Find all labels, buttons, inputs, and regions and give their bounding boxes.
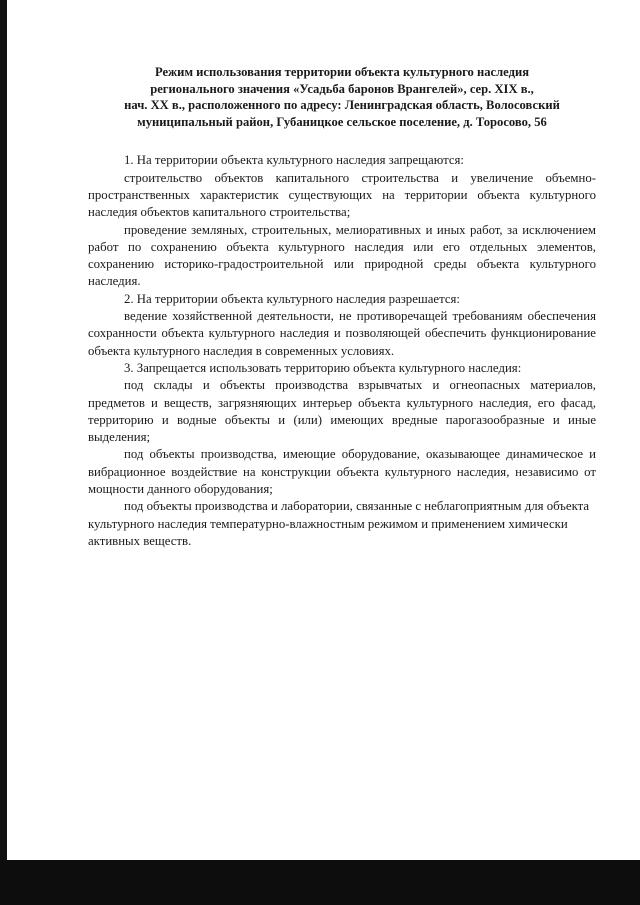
prohibition-construction: строительство объектов капитального строительства и увеличение объемно-пространственных характеристик существующих на территории объекта культурного наследия объектов капитального строительства;: [88, 170, 596, 220]
section-1-heading: 1. На территории объекта культурного наследия запрещаются:: [124, 153, 464, 168]
prohibition-warehouses: под склады и объекты производства взрывчатых и огнеопасных материалов, предметов и веществ, загрязняющих интерьер объекта культурного наследия, его фасад, территорию и водные объекты и (или) имеющих вредные парогазообразные и иные выделения;: [88, 378, 596, 445]
title-line: Режим использования территории объекта культурного наследия: [154, 65, 530, 79]
document-body: [88, 152, 596, 550]
prohibition-vibration-production: под объекты производства, имеющие оборудование, оказывающее динамическое и вибрационное воздействие на конструкции объекта культурного наследия, независимо от мощности данного оборудования;: [88, 447, 596, 497]
scan-border-left: [0, 0, 7, 905]
section-2-heading: 2. На территории объекта культурного наследия разрешается:: [124, 291, 460, 306]
title-line: нач. XX в., расположенного по адресу: Ленинградская область, Волосовский: [124, 98, 560, 113]
permission-economic-activity: ведение хозяйственной деятельности, не противоречащей требованиям обеспечения сохранности объекта культурного наследия и позволяющей обеспечить функционирование объекта культурного наследия в современных условиях.: [88, 309, 596, 358]
document-page: [88, 64, 596, 550]
title-line: регионального значения «Усадьба баронов Врангелей», сер. XIX в.,: [150, 81, 534, 96]
scan-border-bottom: [0, 860, 640, 905]
section-3-heading: 3. Запрещается использовать территорию объекта культурного наследия:: [124, 360, 522, 375]
prohibition-earthworks: проведение земляных, строительных, мелиоративных и иных работ, за исключением работ по сохранению объекта культурного наследия или его отдельных элементов, сохранению историко-градостроительной или природной среды объекта культурного наследия.: [88, 222, 596, 289]
title-line: муниципальный район, Губаницкое сельское поселение, д. Торосово, 56: [137, 114, 547, 129]
document-title: [88, 64, 596, 130]
prohibition-laboratories: под объекты производства и лаборатории, связанные с неблагоприятным для объекта культурного наследия температурно-влажностным режимом и применением химически активных веществ.: [88, 499, 590, 548]
